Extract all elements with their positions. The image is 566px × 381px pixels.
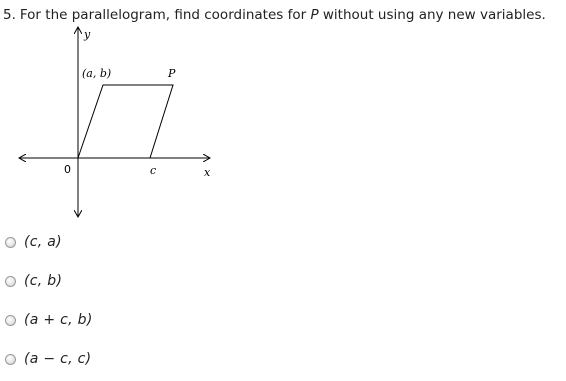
vertex-ab-label: (a, b) bbox=[82, 67, 112, 80]
answer-choice-3-label: (a + c, b) bbox=[24, 312, 93, 328]
origin-label: 0 bbox=[64, 163, 71, 176]
question-text bbox=[3, 7, 546, 23]
answer-choice-4-label: (a − c, c) bbox=[24, 351, 92, 367]
answer-choice-1-label: (c, a) bbox=[24, 234, 62, 250]
question-number: 5. bbox=[3, 7, 16, 23]
x-axis-label: x bbox=[204, 166, 211, 179]
radio-button-1[interactable] bbox=[5, 237, 16, 248]
radio-button-2[interactable] bbox=[5, 276, 16, 287]
vertex-c-label: c bbox=[150, 164, 157, 177]
question-text-after: without using any new variables. bbox=[322, 7, 546, 23]
answer-choice-3[interactable] bbox=[5, 311, 93, 329]
radio-button-4[interactable] bbox=[5, 354, 16, 365]
question-text-before: For the parallelogram, find coordinates for bbox=[19, 7, 307, 23]
parallelogram-diagram bbox=[14, 26, 214, 220]
vertex-p-label: P bbox=[168, 67, 176, 80]
answer-choice-1[interactable] bbox=[5, 233, 62, 251]
answer-choice-4[interactable] bbox=[5, 350, 91, 368]
answer-choice-2[interactable] bbox=[5, 272, 62, 290]
question-variable: P bbox=[310, 7, 319, 23]
parallelogram-figure bbox=[14, 26, 214, 220]
radio-button-3[interactable] bbox=[5, 315, 16, 326]
answer-choice-2-label: (c, b) bbox=[24, 273, 63, 289]
parallelogram-shape bbox=[78, 85, 173, 158]
y-axis-label: y bbox=[84, 28, 91, 41]
